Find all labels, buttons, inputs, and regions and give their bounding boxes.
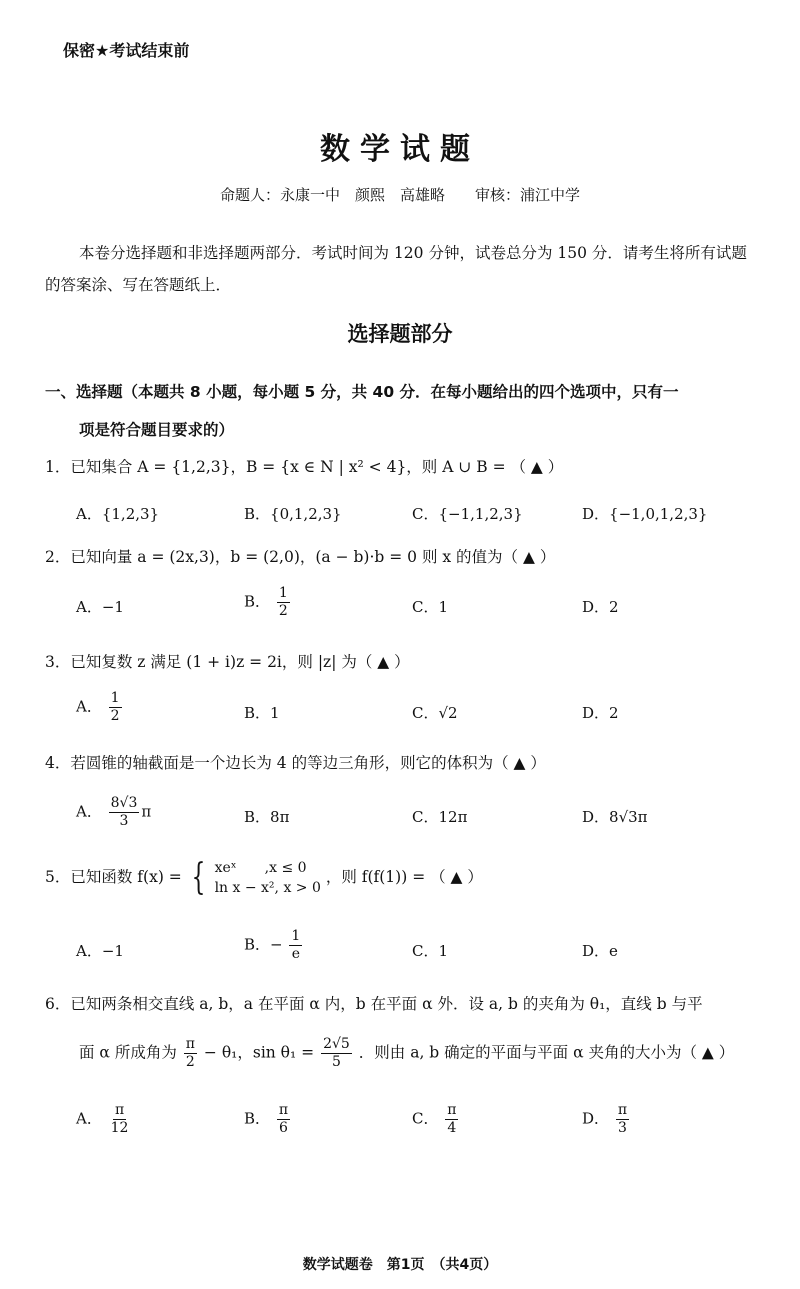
denominator: e	[291, 946, 300, 962]
part-line-2: 项是符合题目要求的）	[79, 421, 235, 439]
q6-text-c: ．则由 a, b 确定的平面与平面 α 夹角的大小为（ ▲ ）	[358, 1043, 735, 1062]
numerator: 8√3	[110, 795, 138, 811]
numerator: 1	[278, 585, 288, 601]
numerator: 1	[110, 690, 120, 706]
part-line-1: 一、选择题（本题共 8 小题，每小题 5 分，共 40 分．在每小题给出的四个选项中，只有一	[45, 383, 679, 401]
q3-option-a	[76, 690, 124, 725]
denominator: 2	[185, 1054, 195, 1070]
q3-option-c: C．√2	[412, 704, 458, 722]
numerator: π	[447, 1102, 457, 1118]
numerator: 2√5	[323, 1036, 350, 1052]
authors-line: 命题人：永康一中 颜熙 高雄略 审核：浦江中学	[219, 186, 580, 204]
numerator: π	[114, 1102, 125, 1118]
q1-option-d: D．{−1,0,1,2,3}	[582, 505, 708, 523]
q2-option-b-fraction	[277, 585, 290, 620]
q6-option-b	[244, 1102, 292, 1137]
q5-option-b	[244, 928, 304, 963]
q3-option-b: B．1	[244, 704, 280, 722]
q6-option-c-fraction	[445, 1102, 458, 1137]
numerator: 1	[291, 928, 301, 944]
q3-option-a-label: A．	[76, 697, 102, 716]
confidential-mark: 保密★考试结束前	[63, 41, 190, 60]
q4-option-c: C．12π	[412, 808, 468, 826]
q5-stem-suffix: ，则 f(f(1)) = （ ▲ ）	[325, 868, 483, 886]
piece-case-1: xeˣ ,x ≤ 0	[214, 860, 307, 876]
part-instructions	[45, 373, 765, 449]
q3-option-a-fraction	[109, 690, 122, 725]
q5-stem-prefix: 5．已知函数 f(x) =	[45, 868, 182, 886]
q5-option-a: A．−1	[76, 942, 124, 960]
q5-option-b-fraction	[289, 928, 302, 963]
q2-option-d: D．2	[582, 598, 619, 616]
q5-option-b-label: B．−	[244, 935, 283, 954]
piece-case-2: ln x − x², x > 0	[214, 880, 321, 896]
page-footer: 数学试题卷 第1页 （共4页）	[302, 1257, 498, 1273]
question-6-line-2	[79, 1036, 799, 1071]
section-title: 选择题部分	[347, 322, 453, 346]
q6-option-c	[412, 1102, 460, 1137]
q6-option-a	[76, 1102, 132, 1137]
denominator: 2	[110, 708, 120, 724]
denominator: 2	[278, 603, 288, 619]
q6-fraction-pi-over-2	[184, 1036, 197, 1071]
q6-option-d	[582, 1102, 631, 1137]
question-4-stem: 4．若圆锥的轴截面是一个边长为 4 的等边三角形，则它的体积为（ ▲ ）	[45, 754, 546, 772]
q3-option-d: D．2	[582, 704, 619, 722]
q2-option-b-label: B．	[244, 592, 271, 611]
q6-option-a-label: A．	[76, 1109, 102, 1128]
q5-option-d: D．e	[582, 942, 618, 960]
q6-option-b-label: B．	[244, 1109, 271, 1128]
q6-option-d-fraction	[616, 1102, 629, 1137]
denominator: 5	[332, 1054, 341, 1070]
q4-option-a-fraction	[109, 795, 140, 830]
denominator: 3	[119, 813, 129, 829]
question-1-stem: 1．已知集合 A = {1,2,3}，B = {x ∈ N | x² < 4}，则 A ∪ B = （ ▲ ）	[45, 458, 564, 476]
intro-paragraph: 本卷分选择题和非选择题两部分．考试时间为 120 分钟，试卷总分为 150 分．请考生将所有试题的答案涂、写在答题纸上．	[45, 244, 747, 294]
q6-option-b-fraction	[277, 1102, 290, 1137]
q2-option-a: A．−1	[76, 598, 124, 616]
denominator: 6	[278, 1120, 288, 1136]
q4-option-d: D．8√3π	[582, 808, 648, 826]
pi-symbol: π	[141, 802, 152, 821]
numerator: π	[617, 1102, 628, 1118]
q5-option-c: C．1	[412, 942, 449, 960]
q6-text-a: 面 α 所成角为	[79, 1043, 177, 1062]
q1-option-a: A．{1,2,3}	[76, 505, 160, 523]
question-2-stem: 2．已知向量 a = (2x,3)，b = (2,0)，(a − b)·b = 0 则 x 的值为（ ▲ ）	[45, 548, 556, 566]
question-6-line-1: 6．已知两条相交直线 a, b，a 在平面 α 内，b 在平面 α 外．设 a, b 的夹角为 θ₁，直线 b 与平	[45, 995, 703, 1013]
denominator: 4	[447, 1120, 457, 1136]
q6-option-c-label: C．	[412, 1109, 439, 1128]
numerator: π	[278, 1102, 289, 1118]
denominator: 12	[110, 1120, 129, 1136]
q2-option-c: C．1	[412, 598, 449, 616]
numerator: π	[185, 1036, 195, 1052]
q6-fraction-sin	[321, 1036, 352, 1071]
question-5-stem	[45, 858, 765, 898]
q1-option-c: C．{−1,1,2,3}	[412, 505, 523, 523]
q6-option-d-label: D．	[582, 1109, 610, 1128]
piecewise-cases	[215, 858, 321, 898]
q6-option-a-fraction	[109, 1102, 131, 1137]
exam-title: 数学试题	[320, 132, 480, 167]
piecewise-brace: {	[191, 857, 206, 898]
question-3-stem: 3．已知复数 z 满足 (1 + i)z = 2i，则 |z| 为（ ▲ ）	[45, 653, 410, 671]
q6-text-b: − θ₁，sin θ₁ =	[203, 1043, 315, 1062]
q1-option-b: B．{0,1,2,3}	[244, 505, 342, 523]
q4-option-b: B．8π	[244, 808, 290, 826]
q4-option-a-label: A．	[76, 802, 102, 821]
denominator: 3	[617, 1120, 627, 1136]
q4-option-a	[76, 795, 151, 830]
q2-option-b	[244, 585, 292, 620]
